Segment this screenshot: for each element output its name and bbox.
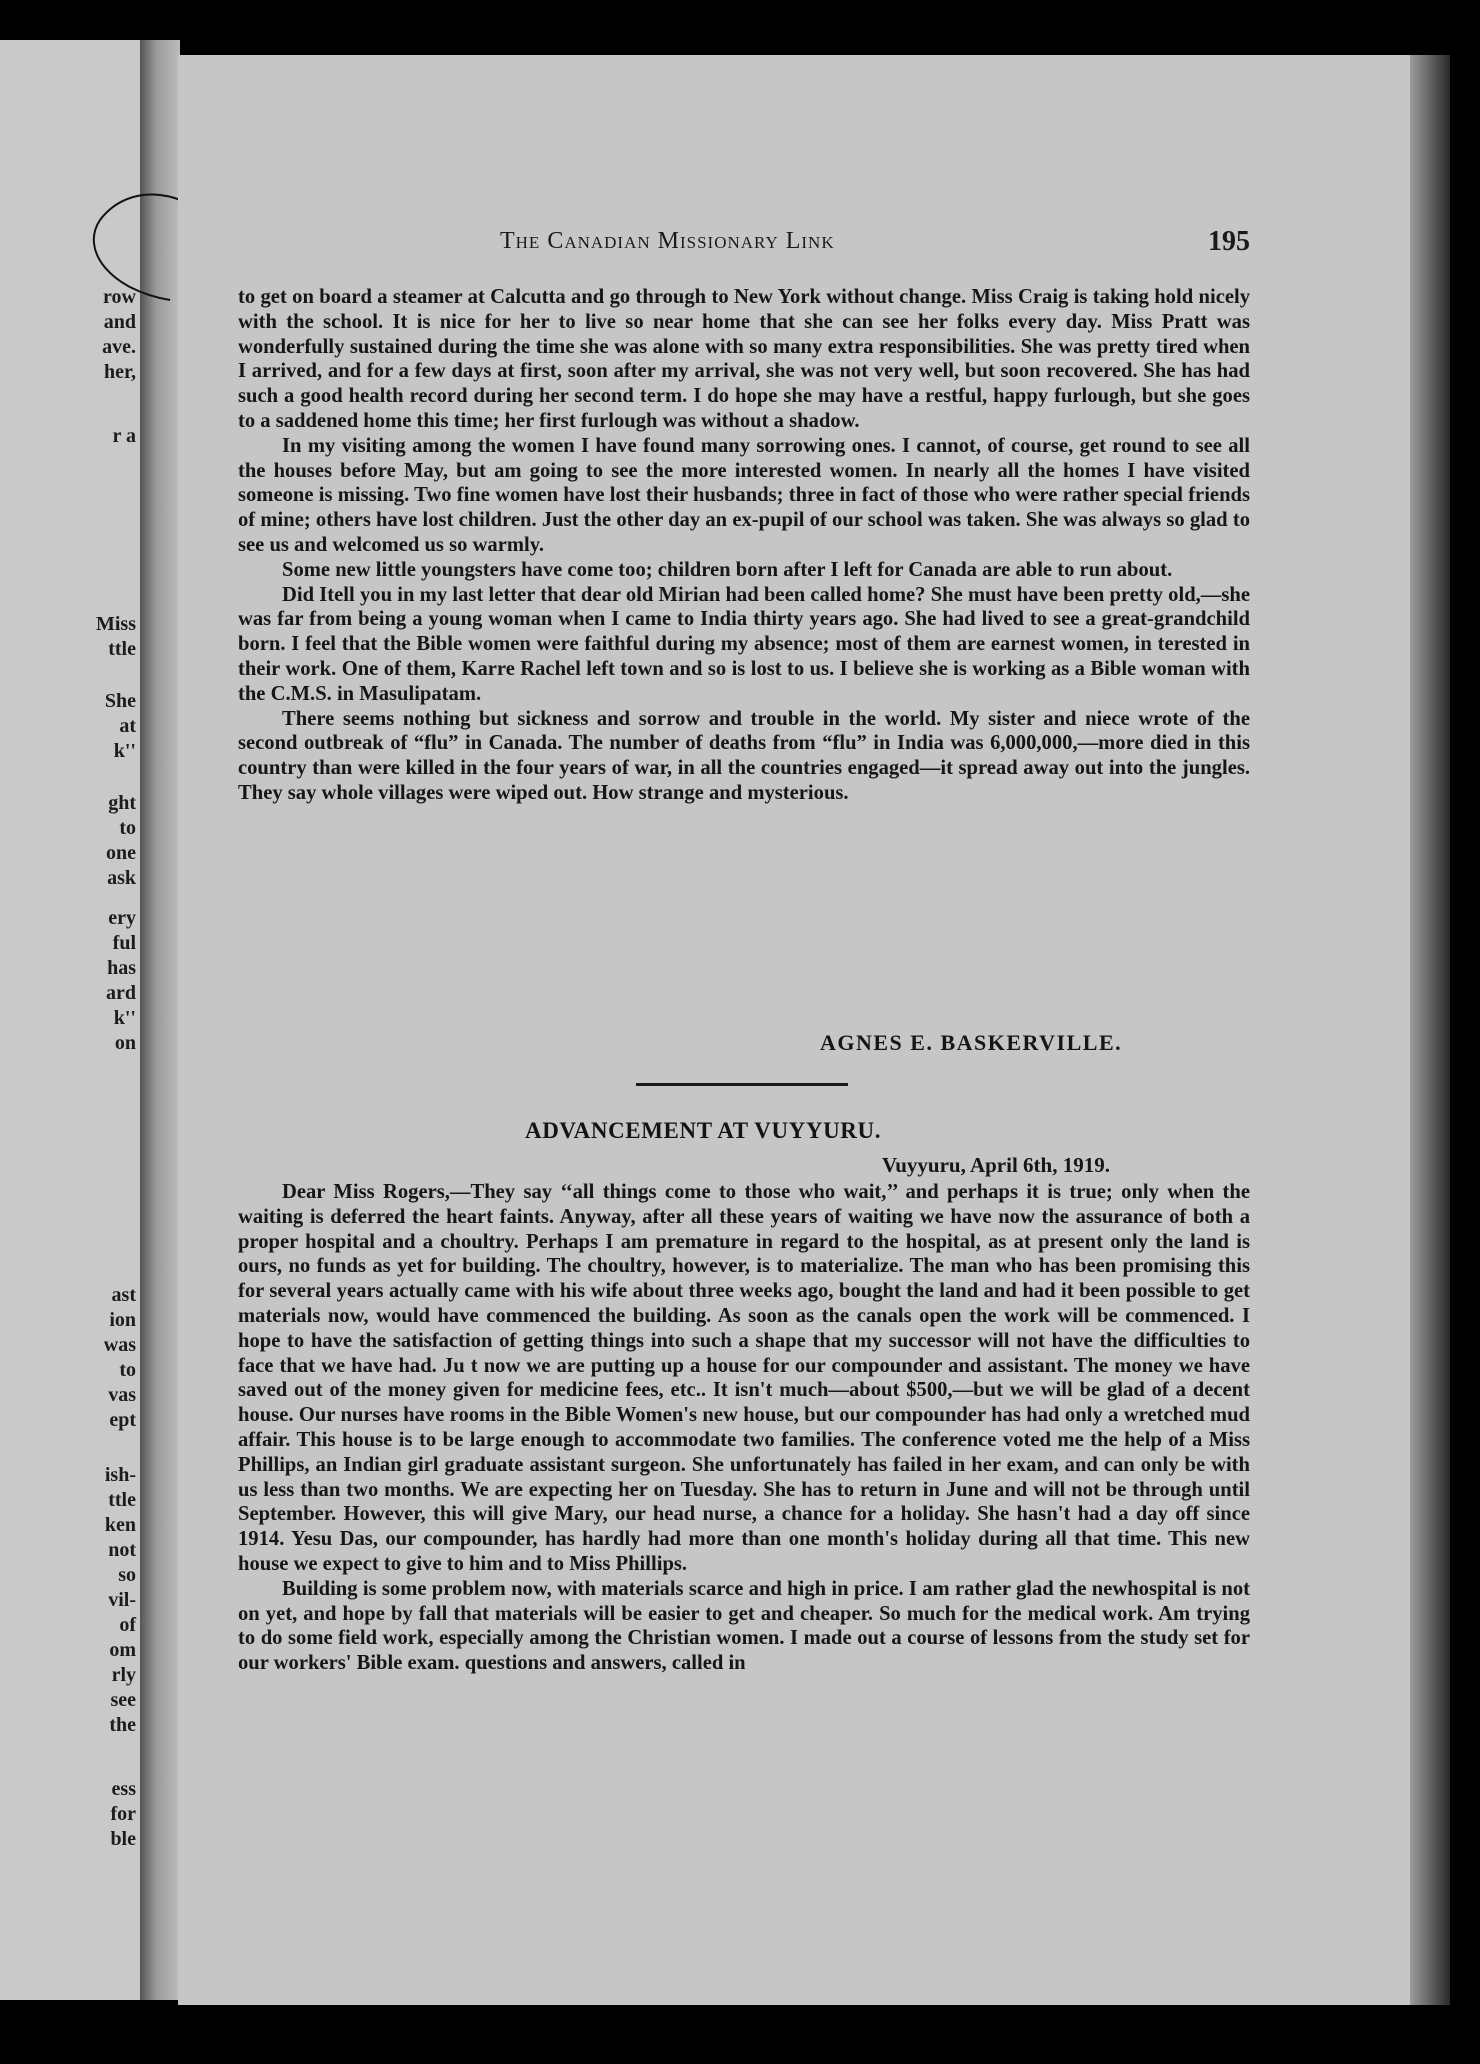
- margin-fragment: k'': [113, 740, 136, 762]
- margin-fragment: ess: [111, 1778, 136, 1800]
- section-divider: [636, 1083, 848, 1086]
- margin-fragment: ken: [104, 1514, 136, 1536]
- margin-fragment: ttle: [108, 638, 136, 660]
- facing-page-fragment: [0, 40, 140, 2000]
- letter-paragraph: There seems nothing but sickness and sorrow and trouble in the world. My sister and niece wrote of the second outbreak of “flu” in Canada. The number of deaths from “flu” in India was 6,000,000,—more died in this country than were killed in the four years of war, in all the countries engaged—it spread away out into the jungles. They say whole villages were wiped out. How strange and mysterious.: [238, 707, 1250, 804]
- signature: AGNES E. BASKERVILLE.: [820, 1030, 1123, 1055]
- margin-fragment: vas: [108, 1384, 136, 1406]
- margin-fragment: ast: [111, 1284, 136, 1306]
- margin-fragment: one: [106, 842, 136, 864]
- article-paragraph: Dear Miss Rogers,—They say ‘‘all things come to those who wait,’’ and perhaps it is true; only when the waiting is deferred the heart faints. Anyway, after all these years of waiting we have now the assurance of both a proper hospital and a choultry. Perhaps I am premature in regard to the hospital, as at present only the land is ours, no funds as yet for building. The choultry, however, is to materialize. The man who has been promising this for several years actually came with his wife about three weeks ago, bought the land and had it been possible to get materials now, would have commenced the building. As soon as the canals open the work will be commenced. I hope to have the satisfaction of getting things into such a shape that my successor will not have the difficulties to face that we have had. Ju t now we are putting up a house for our compounder and assistant. The money we have saved out of the money given for medicine fees, etc.. It isn't much—about $500,—but we will be glad of a decent house. Our nurses have rooms in the Bible Women's new house, but our compounder has had only a wretched mud affair. This house is to be large enough to accommodate two families. The conference voted me the help of a Miss Phillips, an Indian girl graduate assistant surgeon. She unfortunately has failed in her exam, and can only be with us less than two months. We are expecting her on Tuesday. She has to return in June and will not be through until September. However, this will give Mary, our head nurse, a chance for a holiday. She hasn't had a day off since 1914. Yesu Das, our compounder, has hardly had more than one month's holiday during all that time. This new house we expect to give to him and to Miss Phillips.: [238, 1181, 1250, 1575]
- margin-fragment: at: [119, 715, 136, 737]
- margin-fragment: so: [118, 1564, 136, 1586]
- margin-fragment: She: [104, 690, 136, 712]
- margin-fragment: to: [119, 1359, 136, 1381]
- margin-fragment: Miss: [96, 613, 136, 635]
- margin-fragment: the: [109, 1714, 136, 1736]
- margin-fragment: k'': [113, 1007, 136, 1029]
- margin-fragment: see: [110, 1689, 136, 1711]
- margin-fragment: ion: [109, 1309, 136, 1331]
- margin-fragment: ght: [108, 792, 136, 814]
- margin-fragment: vil-: [108, 1589, 136, 1611]
- margin-fragment: r a: [112, 425, 136, 447]
- margin-fragment: ept: [109, 1409, 136, 1431]
- margin-fragment: of: [119, 1614, 136, 1636]
- article-paragraph: Building is some problem now, with materials scarce and high in price. I am rather glad the newhospital is not on yet, and hope by fall that materials will be easier to get and cheaper. So much for the medical work. Am trying to do some field work, especially among the Christian women. I made out a course of lessons from the study set for our workers' Bible exam. questions and answers, called in: [238, 1577, 1250, 1675]
- margin-fragment: was: [103, 1334, 136, 1356]
- page-edge-shadow: [1410, 55, 1450, 2005]
- letter-paragraph: to get on board a steamer at Calcutta and go through to New York without change. Miss Craig is taking hold nicely with the school. It is nice for her to live so near home that she can see her folks every day. Miss Pratt was wonderfully sustained during the time she was alone with so many extra responsibilities. She was pretty tired when I arrived, and for a few days at first, soon after my arrival, she was not very well, but soon recovered. She has had such a good health record during her second term. I do hope she may have a restful, happy furlough, but she goes to a saddened home this time; her first furlough was without a shadow.: [238, 286, 1250, 432]
- margin-fragment: ard: [106, 982, 136, 1004]
- margin-fragment: rly: [111, 1664, 136, 1686]
- running-head: The Canadian Missionary Link: [500, 228, 835, 254]
- margin-fragment: and: [103, 311, 136, 333]
- margin-fragment: for: [110, 1803, 136, 1825]
- margin-fragment: to: [119, 817, 136, 839]
- page-number: 195: [1208, 226, 1250, 257]
- letter-paragraph: Some new little youngsters have come too; children born after I left for Canada are able to run about.: [282, 558, 1173, 581]
- margin-fragment: ave.: [102, 336, 136, 358]
- article-body: [238, 1180, 1250, 1676]
- dateline: Vuyyuru, April 6th, 1919.: [882, 1153, 1110, 1177]
- margin-fragment: not: [108, 1539, 136, 1561]
- letter-paragraph: In my visiting among the women I have found many sorrowing ones. I cannot, of course, get round to see all the houses before May, but am going to see the more interested women. In nearly all the homes I have visited someone is missing. Two fine women have lost their husbands; three in fact of those who were rather special friends of mine; others have lost children. Just the other day an ex-pupil of our school was taken. She was always so glad to see us and welcomed us so warmly.: [238, 434, 1250, 556]
- margin-fragment: ish-: [104, 1464, 136, 1486]
- margin-fragment: has: [107, 957, 136, 979]
- margin-fragment: ble: [110, 1828, 136, 1850]
- margin-fragment: her,: [103, 361, 136, 383]
- margin-fragment: ery: [108, 907, 136, 929]
- margin-fragment: ttle: [108, 1489, 136, 1511]
- margin-fragment: ask: [107, 867, 136, 889]
- article-title: ADVANCEMENT AT VUYYURU.: [525, 1118, 882, 1143]
- letter-paragraph: Did Itell you in my last letter that dear old Mirian had been called home? She must have been pretty old,—she was far from being a young woman when I came to India thirty years ago. She had lived to see a great-grandchild born. I feel that the Bible women were faithful during my absence; most of them are earnest women, in terested in their work. One of them, Karre Rachel left town and so is lost to us. I believe she is working as a Bible woman with the C.M.S. in Masulipatam.: [238, 583, 1250, 705]
- margin-fragment: row: [103, 286, 136, 308]
- margin-fragment: ful: [112, 932, 136, 954]
- book-gutter: [140, 40, 180, 2000]
- margin-fragment: on: [114, 1032, 136, 1054]
- margin-fragment: om: [109, 1639, 136, 1661]
- letter-body: [238, 285, 1250, 806]
